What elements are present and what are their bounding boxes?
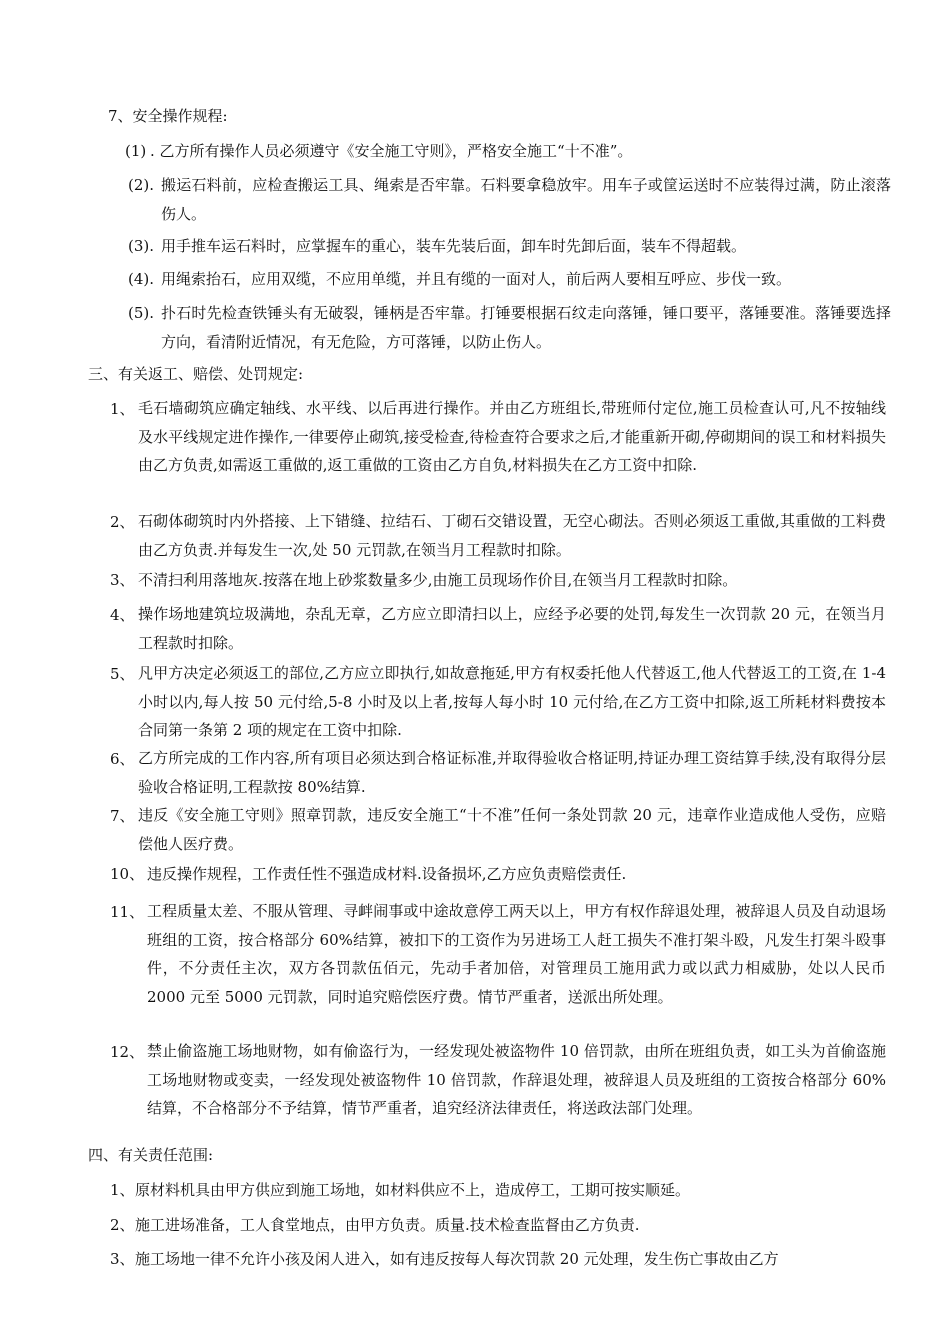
- item-number: 4、: [110, 606, 135, 624]
- section-7-title: 7、安全操作规程:: [108, 107, 228, 125]
- item-text: [138, 744, 886, 801]
- item-text: [147, 897, 886, 1011]
- item-text-content: 工程质量太差、不服从管理、寻衅闹事或中途故意停工两天以上，甲方有权作辞退处理，被辞退人员及自动退场班组的工资，按合格部分 60%结算，被扣下的工资作为另进场工人赶工损失不准打架斗殴，凡发生打架斗殴事件，不分责任主次，双方各罚款伍佰元，先动手者加倍，对管理员工施用武力或以武力相威胁，处以人民币 2000 元至 5000 元罚款，同时追究赔偿医疗费。情节严重者，送派出所处理。: [147, 902, 886, 1006]
- item-number: 3、: [110, 1250, 135, 1268]
- item-text-content: 禁止偷盗施工场地财物，如有偷盗行为，一经发现处被盗物件 10 倍罚款，由所在班组负责，如工头为首偷盗施工场地财物或变卖，一经发现处被盗物件 10 倍罚款，作辞退处理，被辞退人员及班组的工资按合格部分 60%结算，不合格部分不予结算，情节严重者，追究经济法律责任，将送政法部门处理。: [147, 1042, 886, 1117]
- item-number: (1): [125, 142, 147, 160]
- section-4-title: 四、有关责任范围:: [88, 1146, 214, 1164]
- item-number: 6、: [110, 750, 135, 768]
- item-text: . 乙方所有操作人员必须遵守《安全施工守则》，严格安全施工“十不准”。: [150, 142, 633, 160]
- item-number: (3).: [128, 237, 155, 255]
- item-text: [138, 507, 886, 564]
- item-number: 5、: [110, 665, 135, 683]
- item-text: [138, 801, 886, 858]
- item-text: 施工场地一律不允许小孩及闲人进入，如有违反按每人每次罚款 20 元处理，发生伤亡事故由乙方: [135, 1250, 779, 1268]
- item-text: [138, 659, 886, 745]
- item-text-content: 搬运石料前，应检查搬运工具、绳索是否牢靠。石料要拿稳放牢。用车子或筐运送时不应装得过满，防止滚落伤人。: [161, 176, 891, 223]
- item-text: [147, 1037, 886, 1123]
- item-text-content: 凡甲方决定必须返工的部位,乙方应立即执行,如故意拖延,甲方有权委托他人代替返工,他人代替返工的工资,在 1-4 小时以内,每人按 50 元付给,5-8 小时及以上者,按每人每小时 10 元付给,在乙方工资中扣除,返工所耗材料费按本合同第一条第 2 项的规定在工资中扣除.: [138, 664, 886, 739]
- item-number: 10、: [110, 865, 145, 883]
- item-text: 原材料机具由甲方供应到施工场地，如材料供应不上，造成停工，工期可按实顺延。: [135, 1181, 691, 1199]
- item-text-content: 石砌体砌筑时内外搭接、上下错缝、拉结石、丁砌石交错设置，无空心砌法。否则必须返工重做,其重做的工料费由乙方负责.并每发生一次,处 50 元罚款,在领当月工程款时扣除。: [138, 512, 886, 559]
- item-text: 施工进场准备，工人食堂地点，由甲方负责。质量.技术检查监督由乙方负责.: [135, 1216, 640, 1234]
- item-text: [138, 600, 886, 657]
- item-number: 7、: [110, 807, 135, 825]
- item-number: (2).: [128, 176, 155, 194]
- item-text: 违反操作规程，工作责任性不强造成材料.设备损坏,乙方应负责赔偿责任.: [147, 865, 627, 883]
- item-number: 1、: [110, 400, 135, 418]
- item-text-content: 操作场地建筑垃圾满地，杂乱无章，乙方应立即清扫以上，应经予必要的处罚,每发生一次罚款 20 元，在领当月工程款时扣除。: [138, 605, 886, 652]
- item-number: 2、: [110, 513, 135, 531]
- item-text-content: 违反《安全施工守则》照章罚款，违反安全施工“十不准”任何一条处罚款 20 元，违章作业造成他人受伤，应赔偿他人医疗费。: [138, 806, 886, 853]
- item-text: [138, 394, 886, 480]
- item-number: (4).: [128, 270, 155, 288]
- item-number: (5).: [128, 304, 155, 322]
- item-number: 12、: [110, 1043, 145, 1061]
- item-text: [161, 299, 891, 356]
- item-text: 不清扫利用落地灰.按落在地上砂浆数量多少,由施工员现场作价目,在领当月工程款时扣除。: [138, 571, 738, 589]
- item-text-content: 扑石时先检查铁锤头有无破裂，锤柄是否牢靠。打锤要根据石纹走向落锤，锤口要平，落锤要准。落锤要选择方向，看清附近情况，有无危险，方可落锤，以防止伤人。: [161, 304, 891, 351]
- section-3-title: 三、有关返工、赔偿、处罚规定:: [88, 365, 304, 383]
- item-number: 2、: [110, 1216, 135, 1234]
- item-text-content: 乙方所完成的工作内容,所有项目必须达到合格证标准,并取得验收合格证明,持证办理工资结算手续,没有取得分层验收合格证明,工程款按 80%结算.: [138, 749, 886, 796]
- item-text: 用绳索抬石，应用双缆，不应用单缆，并且有缆的一面对人，前后两人要相互呼应、步伐一致。: [161, 270, 792, 288]
- item-number: 11、: [110, 903, 145, 921]
- item-text: [161, 171, 891, 228]
- item-number: 1、: [110, 1181, 135, 1199]
- item-number: 3、: [110, 571, 135, 589]
- item-text-content: 毛石墙砌筑应确定轴线、水平线、以后再进行操作。并由乙方班组长,带班师付定位,施工员检查认可,凡不按轴线及水平线规定进作操作,一律要停止砌筑,接受检查,待检查符合要求之后,才能重新开砌,停砌期间的误工和材料损失由乙方负责,如需返工重做的,返工重做的工资由乙方自负,材料损失在乙方工资中扣除.: [138, 399, 886, 474]
- item-text: 用手推车运石料时，应掌握车的重心，装车先装后面，卸车时先卸后面，装车不得超载。: [161, 237, 747, 255]
